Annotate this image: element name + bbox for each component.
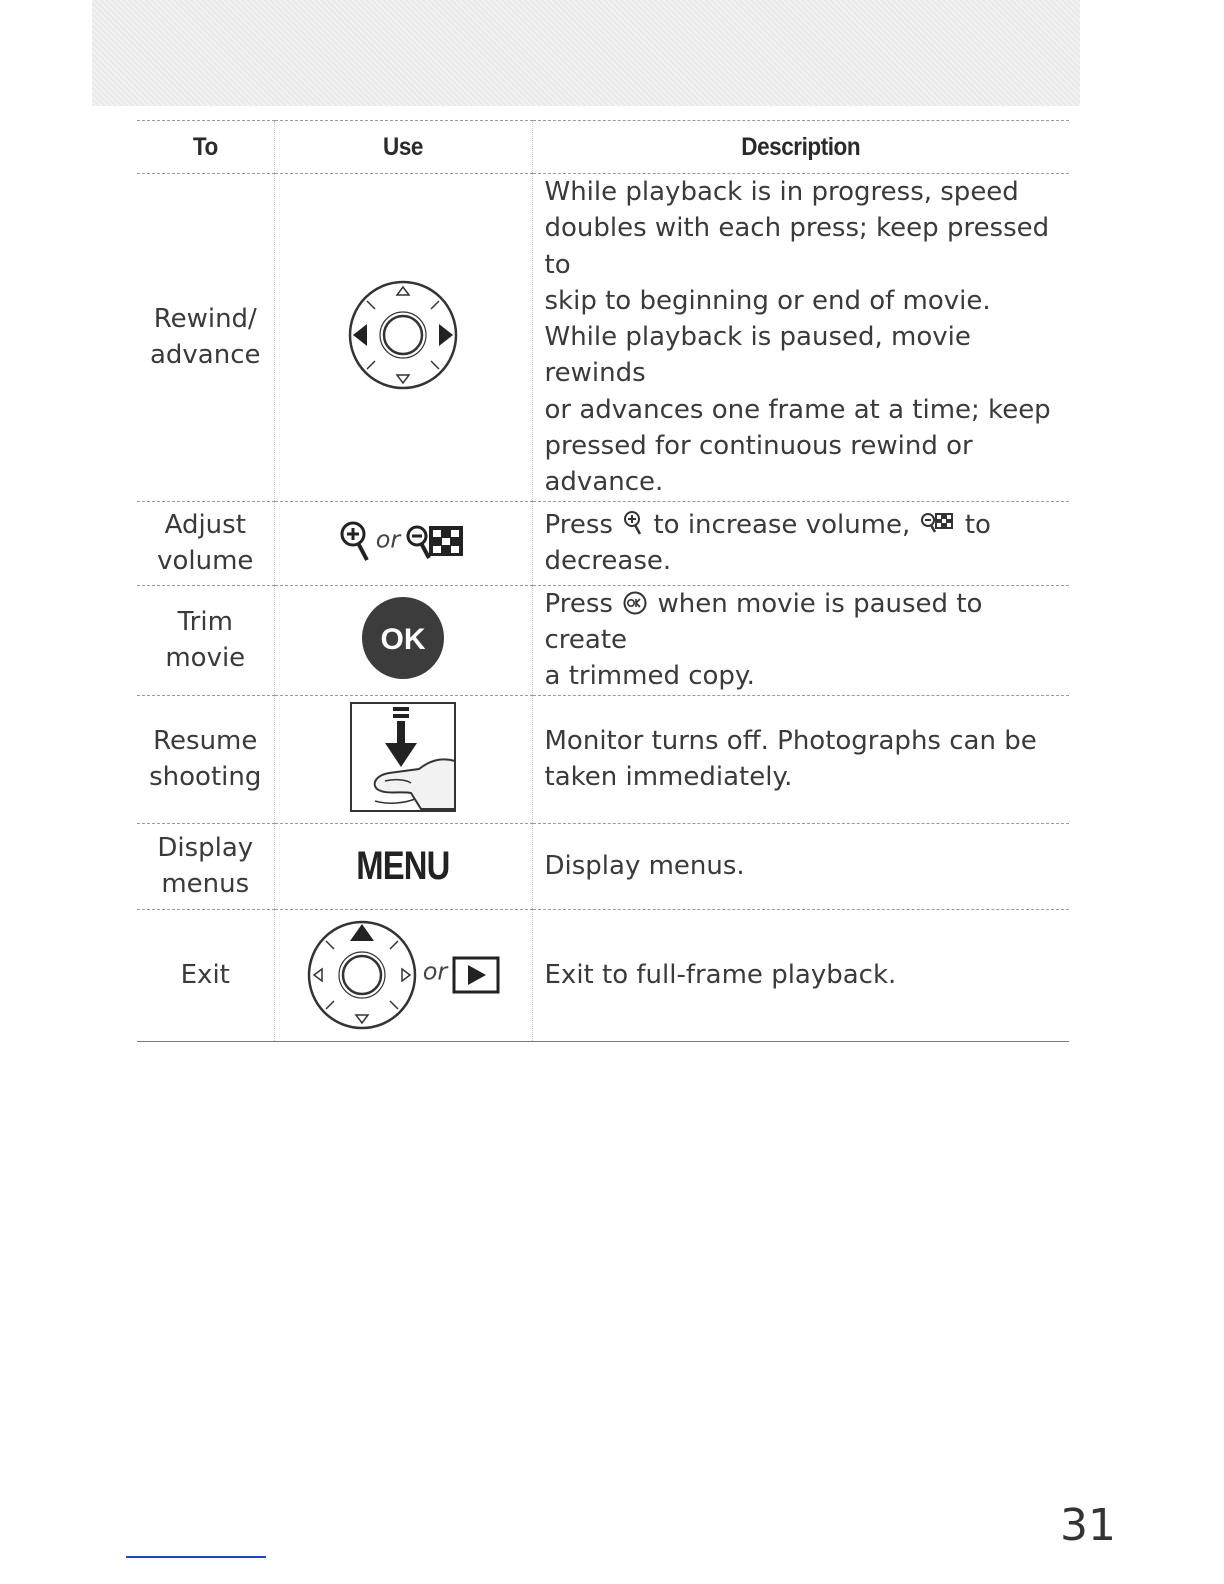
row-description <box>532 695 1069 823</box>
description-line <box>545 507 1058 543</box>
description-line <box>545 586 1058 659</box>
action-line: advance <box>149 340 261 371</box>
menu-button-label: MENU <box>356 843 450 888</box>
description-line: a trimmed copy. <box>544 661 755 692</box>
row-action <box>137 585 274 695</box>
multi-selector-left-right-icon <box>347 279 459 391</box>
row-action <box>137 174 274 502</box>
table-row <box>137 174 1069 502</box>
row-control <box>274 174 532 502</box>
description-line: advance. <box>544 467 664 498</box>
action-line: Rewind/ <box>153 304 257 335</box>
row-control <box>274 501 532 585</box>
description-line: taken immediately. <box>544 762 793 793</box>
action-line: movie <box>165 643 246 674</box>
header-description: Description <box>559 121 1042 174</box>
action-line: Trim <box>177 607 233 638</box>
or-text: or <box>375 525 401 554</box>
row-control <box>274 585 532 695</box>
row-action <box>137 909 274 1041</box>
description-text: to increase volume, <box>653 509 911 540</box>
row-control <box>274 909 532 1041</box>
table-row <box>137 501 1069 585</box>
action-line: shooting <box>149 762 262 793</box>
multi-selector-up-icon <box>306 919 418 1031</box>
description-text: when movie is paused to create <box>544 588 983 655</box>
action-line: Resume <box>153 726 258 757</box>
table-header-row <box>137 121 1069 174</box>
action-line: menus <box>161 869 250 900</box>
row-control <box>274 823 532 909</box>
row-description <box>532 909 1069 1041</box>
or-text: or <box>422 957 448 986</box>
row-action <box>137 695 274 823</box>
description-line: Monitor turns off. Photographs can be <box>544 725 1037 756</box>
thumbnail-button-icon <box>405 520 467 566</box>
description-line: While playback is paused, movie rewinds <box>544 322 971 389</box>
row-description <box>532 585 1069 695</box>
ok-button-icon <box>361 596 445 680</box>
action-line: volume <box>157 546 254 577</box>
operations-table <box>137 120 1069 1042</box>
action-line: Display <box>157 833 254 864</box>
header-band <box>92 0 1080 106</box>
zoom-in-button-icon <box>339 520 371 566</box>
description-line: While playback is in progress, speed <box>544 177 1019 207</box>
page-number: 31 <box>1060 1500 1116 1551</box>
description-text: to <box>964 509 991 540</box>
description-line: Exit to full-frame playback. <box>544 959 897 990</box>
thumbnail-inline-icon <box>921 510 955 536</box>
action-line: Adjust <box>164 510 246 541</box>
row-description <box>532 823 1069 909</box>
playback-button-icon <box>452 956 500 994</box>
ok-inline-icon <box>623 591 647 615</box>
ok-button-label: OK <box>380 623 426 657</box>
description-line: Display menus. <box>544 850 745 881</box>
description-line: decrease. <box>544 546 672 577</box>
description-text: Press <box>544 588 613 619</box>
zoom-in-inline-icon <box>623 510 643 536</box>
description-line: or advances one frame at a time; keep <box>544 394 1051 425</box>
row-action <box>137 823 274 909</box>
row-description <box>532 174 1069 502</box>
table-row <box>137 909 1069 1041</box>
row-action <box>137 501 274 585</box>
table-row <box>137 695 1069 823</box>
row-control <box>274 695 532 823</box>
header-to: To <box>144 121 267 174</box>
footer-rule <box>126 1556 266 1558</box>
description-line: skip to beginning or end of movie. <box>544 285 991 316</box>
table-row <box>137 823 1069 909</box>
table-row <box>137 585 1069 695</box>
description-text: Press <box>544 509 613 540</box>
description-line: doubles with each press; keep pressed to <box>544 213 1050 280</box>
action-line: Exit <box>180 960 230 991</box>
shutter-release-press-icon <box>349 701 457 813</box>
header-use: Use <box>287 121 519 174</box>
description-line: pressed for continuous rewind or <box>544 431 973 462</box>
row-description <box>532 501 1069 585</box>
